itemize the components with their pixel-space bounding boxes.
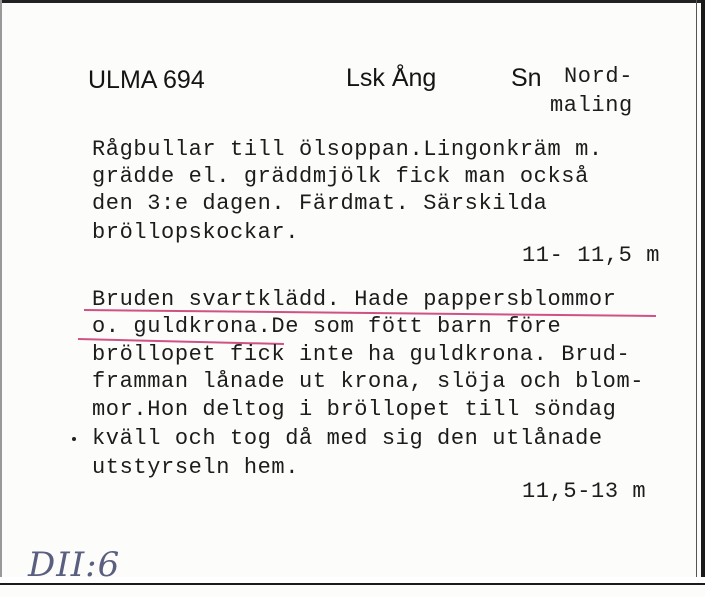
paragraph1-line: Rågbullar till ölsoppan.Lingonkräm m. xyxy=(92,137,603,162)
paragraph1-line: bröllopskockar. xyxy=(92,220,300,245)
paragraph2-line: Bruden svartklädd. Hade pappersblommor xyxy=(92,287,617,312)
handwritten-code: DII:6 xyxy=(28,545,121,585)
paragraph1-line: den 3:e dagen. Färdmat. Särskilda xyxy=(92,191,548,216)
card-right-inner-edge xyxy=(696,0,697,597)
landskap-label: Lsk Ång xyxy=(346,64,437,92)
card-left-edge xyxy=(0,0,2,597)
ink-speck xyxy=(72,437,76,441)
paragraph2-line: o. guldkrona.De som fött barn före xyxy=(92,314,562,339)
socken-name-line1: Nord- xyxy=(564,64,634,89)
paragraph2-page-ref: 11,5-13 m xyxy=(522,479,647,504)
socken-name-line2: maling xyxy=(550,93,633,118)
paragraph2-line: framman lånade ut krona, slöja och blom- xyxy=(92,369,645,394)
collection-id: ULMA 694 xyxy=(88,66,205,94)
card-top-edge xyxy=(0,0,705,3)
card-right-edge xyxy=(701,0,705,597)
paragraph2-line: mor.Hon deltog i bröllopet till söndag xyxy=(92,397,617,422)
paragraph2-line: bröllopet fick inte ha guldkrona. Brud- xyxy=(92,342,631,367)
paragraph2-line: utstyrseln hem. xyxy=(92,455,300,480)
paragraph2-line: kväll och tog då med sig den utlånade xyxy=(92,426,603,451)
paragraph1-line: grädde el. gräddmjölk fick man också xyxy=(92,164,589,189)
paragraph1-page-ref: 11- 11,5 m xyxy=(522,243,661,268)
socken-label: Sn xyxy=(511,64,542,92)
